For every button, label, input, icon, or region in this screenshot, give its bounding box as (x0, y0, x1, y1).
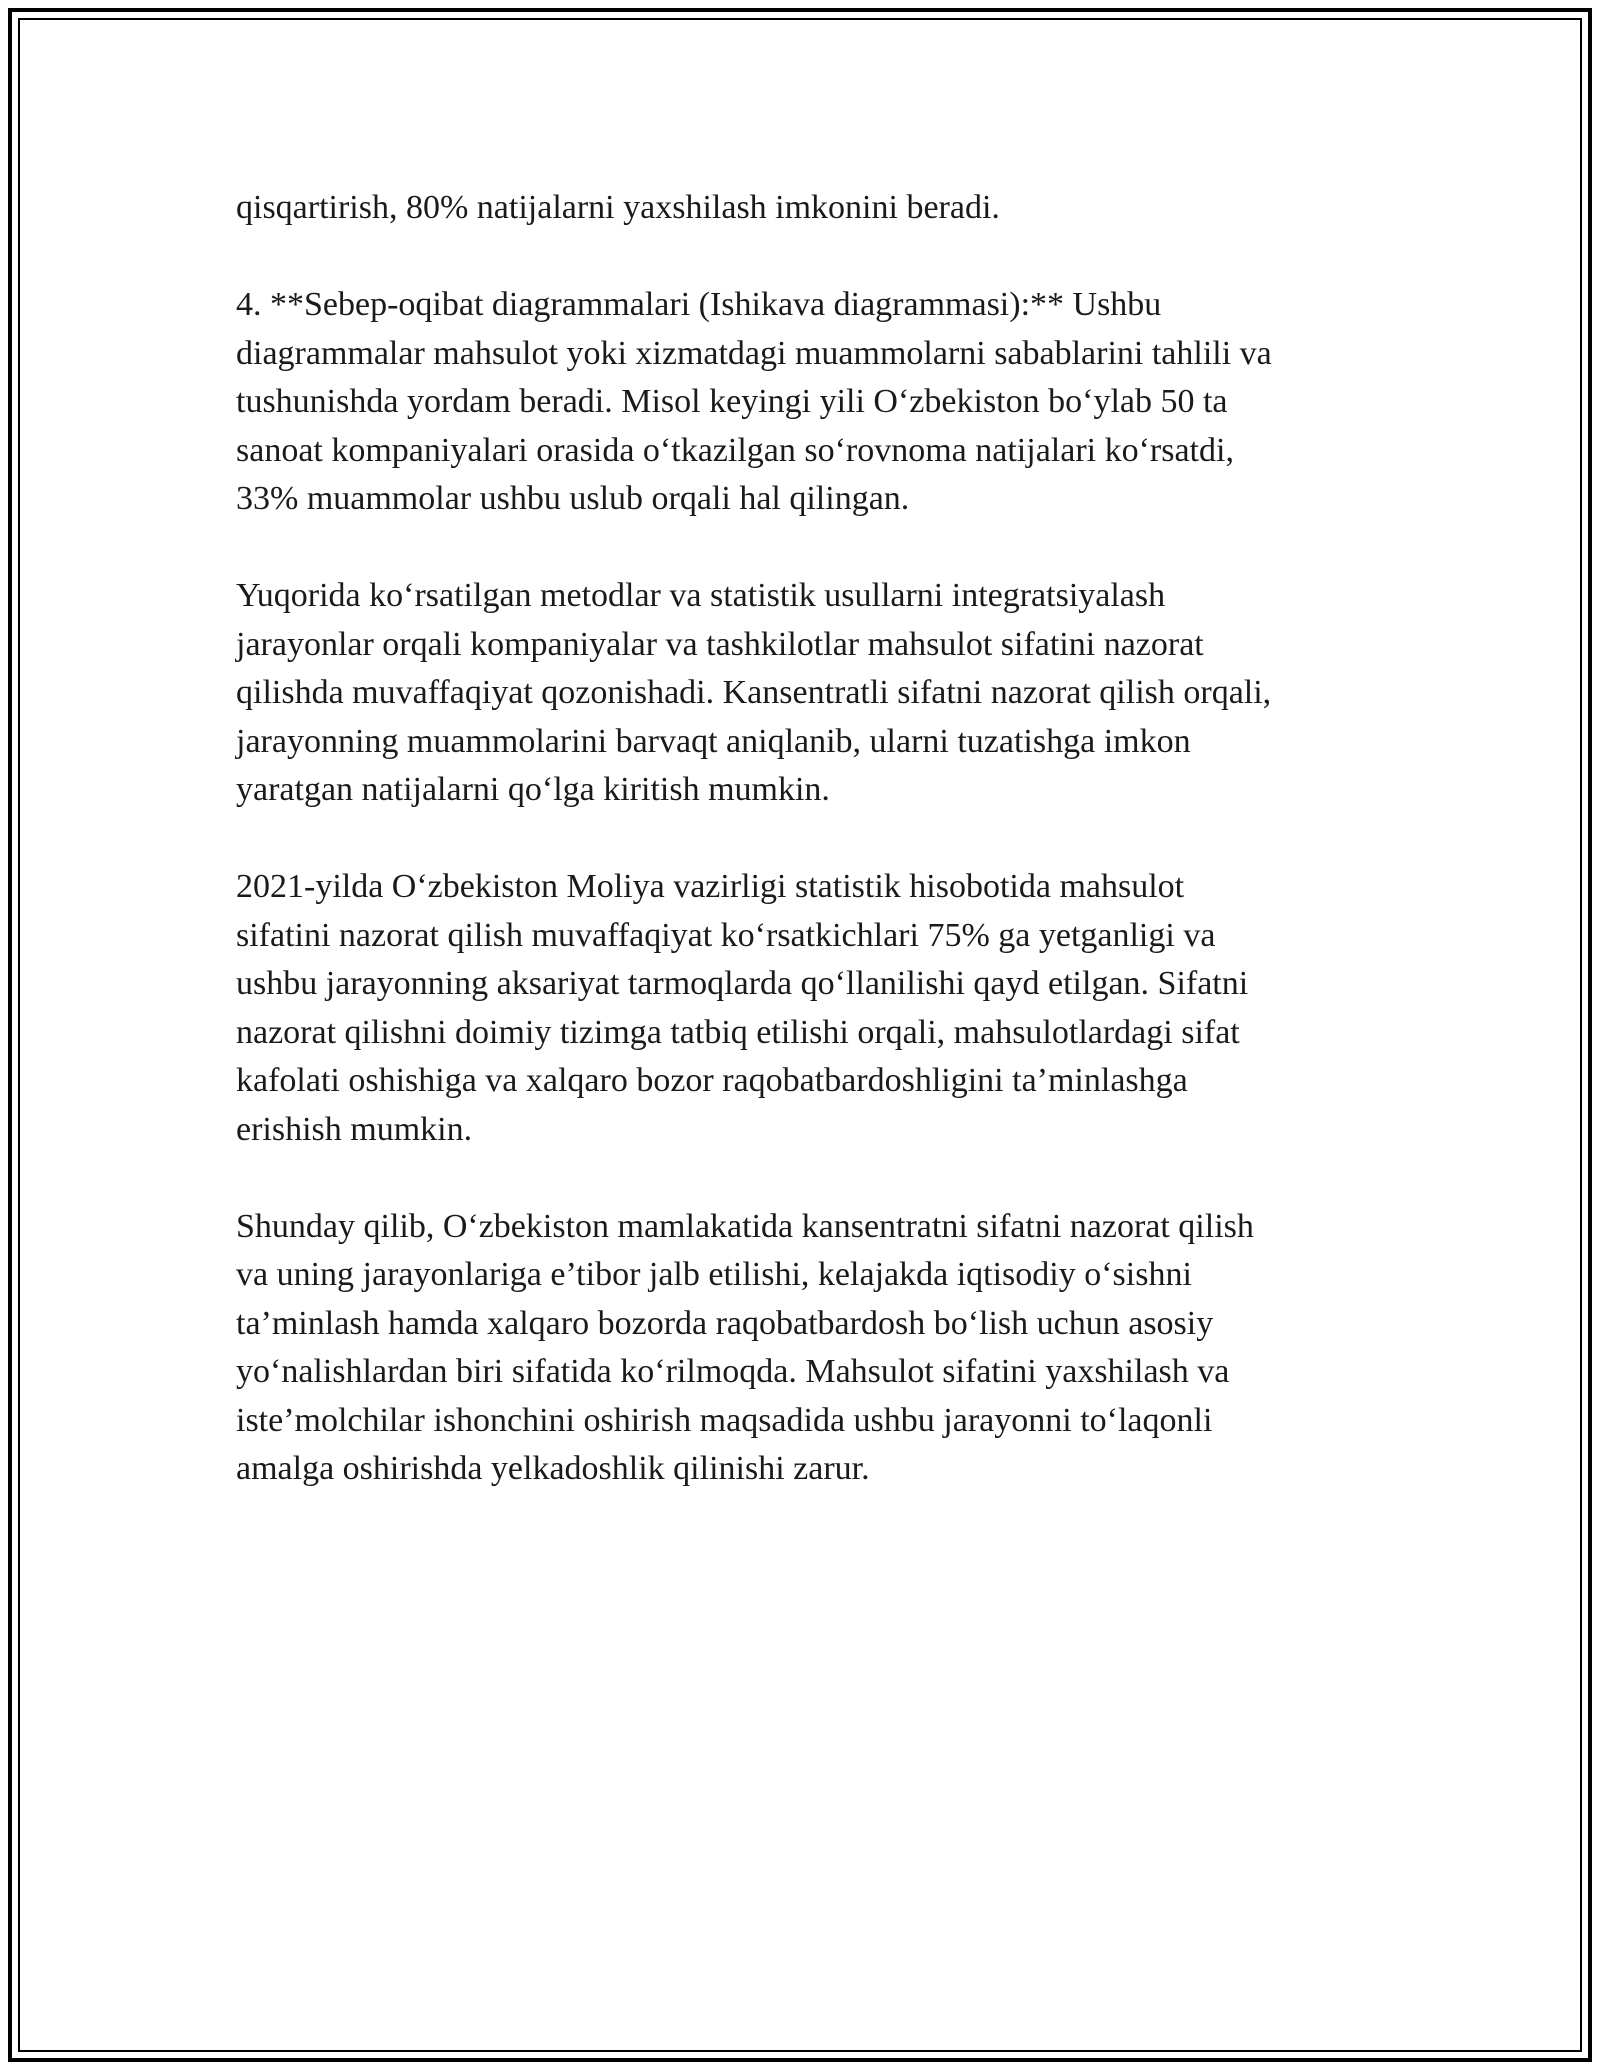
paragraph-conclusion: Shunday qilib, O‘zbekiston mamlakatida kansentratni sifatni nazorat qilish va uning jarayonlariga e’tibor jalb etilishi, kelajakda iqtisodiy o‘sishni ta’minlash hamda xalqaro bozorda raqobatbardosh bo‘lish uchun asosiy yo‘nalishlardan biri sifatida ko‘rilmoqda. Mahsulot sifatini yaxshilash va iste’molchilar ishonchini oshirish maqsadida ushbu jarayonni to‘laqonli amalga oshirishda yelkadoshlik qilinishi zarur. (236, 1207, 1254, 1487)
paragraph-continuation: qisqartirish, 80% natijalarni yaxshilash imkonini beradi. (236, 189, 1000, 226)
paragraph-ishikawa-diagram: 4. **Sebep-oqibat diagrammalari (Ishikava diagrammasi):** Ushbu diagrammalar mahsulot yoki xizmatdagi muammolarni sabablarini tahlili va tushunishda yordam beradi. Misol keyingi yili O‘zbekiston bo‘ylab 50 ta sanoat kompaniyalari orasida o‘tkazilgan so‘rovnoma natijalari ko‘rsatdi, 33% muammolar ushbu uslub orqali hal qilingan. (236, 286, 1272, 517)
paragraph-methods-integration: Yuqorida ko‘rsatilgan metodlar va statistik usullarni integratsiyalash jarayonlar orqali kompaniyalar va tashkilotlar mahsulot sifatini nazorat qilishda muvaffaqiyat qozonishadi. Kansentratli sifatni nazorat qilish orqali, jarayonning muammolarini barvaqt aniqlanib, ularni tuzatishga imkon yaratgan natijalarni qo‘lga kiritish mumkin. (236, 577, 1272, 808)
paragraph-2021-statistics: 2021-yilda O‘zbekiston Moliya vazirligi statistik hisobotida mahsulot sifatini nazorat qilish muvaffaqiyat ko‘rsatkichlari 75% ga yetganligi va ushbu jarayonning aksariyat tarmoqlarda qo‘llanilishi qayd etilgan. Sifatni nazorat qilishni doimiy tizimga tatbiq etilishi orqali, mahsulotlardagi sifat kafolati oshishiga va xalqaro bozor raqobatbardoshligini ta’minlashga erishish mumkin. (236, 868, 1249, 1148)
document-body (236, 184, 1366, 1542)
